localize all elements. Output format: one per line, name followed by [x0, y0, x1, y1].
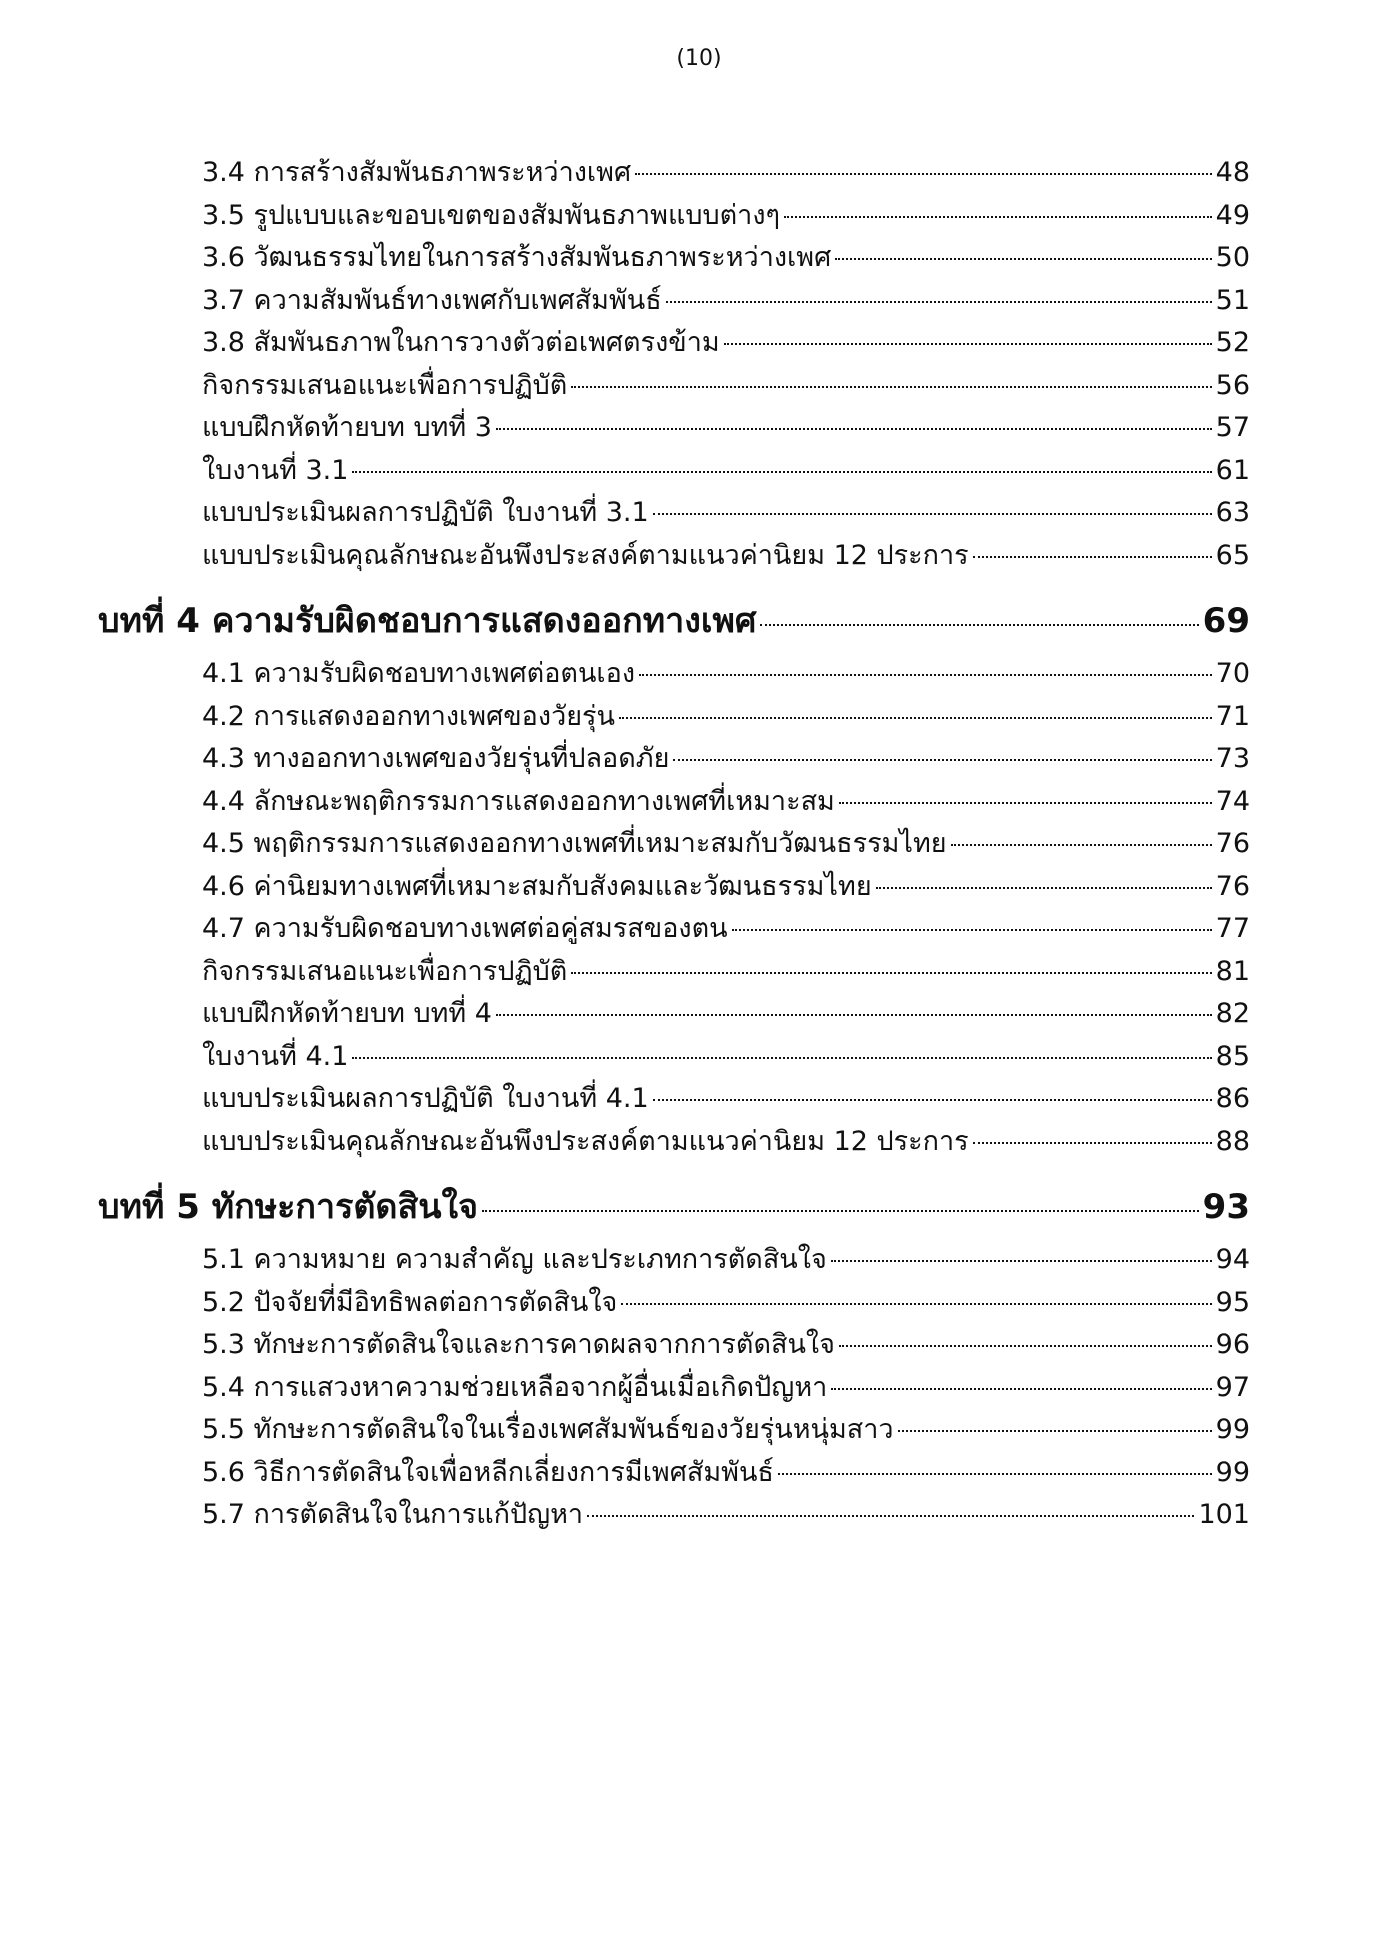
toc-chapter-heading	[98, 1179, 1250, 1227]
dot-leader	[619, 717, 1212, 719]
toc-page-number: 77	[1215, 913, 1250, 944]
dot-leader	[571, 386, 1211, 388]
toc-entry	[202, 235, 1250, 275]
toc-entry-title: 5.4 การแสวงหาความช่วยเหลือจากผู้อื่นเมื่อเกิดปัญหา	[202, 1371, 828, 1403]
dot-leader	[839, 802, 1212, 804]
dot-leader	[831, 1388, 1211, 1390]
toc-entry	[202, 949, 1250, 989]
toc-entry-title: ใบงานที่ 3.1	[202, 454, 349, 486]
toc-entry	[202, 405, 1250, 445]
toc-entry-title: 5.6 วิธีการตัดสินใจเพื่อหลีกเลี่ยงการมีเพศสัมพันธ์	[202, 1456, 774, 1488]
dot-leader	[951, 844, 1212, 846]
toc-entry-title: 5.7 การตัดสินใจในการแก้ปัญหา	[202, 1499, 584, 1530]
dot-leader	[673, 759, 1211, 761]
toc-page-number: 101	[1198, 1499, 1250, 1530]
toc-entry-title: 5.5 ทักษะการตัดสินใจในเรื่องเพศสัมพันธ์ของวัยรุ่นหนุ่มสาว	[202, 1414, 894, 1445]
toc-entry	[202, 991, 1250, 1031]
dot-leader	[352, 471, 1211, 473]
toc-entry	[202, 1119, 1250, 1159]
toc-entry	[202, 864, 1250, 904]
dot-leader	[653, 1099, 1212, 1101]
toc-page-number: 48	[1215, 157, 1250, 188]
dot-leader	[876, 887, 1212, 889]
toc-entry	[202, 906, 1250, 946]
toc-page-number: 99	[1215, 1456, 1250, 1488]
toc-entry-title: 5.2 ปัจจัยที่มีอิทธิพลต่อการตัดสินใจ	[202, 1286, 618, 1318]
toc-page-number: 95	[1215, 1286, 1250, 1318]
toc-entry	[202, 193, 1250, 233]
toc-entry	[202, 779, 1250, 819]
toc-entry-title: แบบฝึกหัดท้ายบท บทที่ 4	[202, 998, 492, 1029]
dot-leader	[839, 1345, 1212, 1347]
dot-leader	[666, 301, 1212, 303]
toc-page-number: 56	[1215, 369, 1250, 401]
dot-leader	[835, 258, 1211, 260]
toc-entry-title: 4.2 การแสดงออกทางเพศของวัยรุ่น	[202, 700, 616, 732]
dot-leader	[778, 1473, 1212, 1475]
dot-leader	[496, 428, 1212, 430]
dot-leader	[784, 216, 1212, 218]
toc-entry	[202, 490, 1250, 530]
toc-entry-title: 3.5 รูปแบบและขอบเขตของสัมพันธภาพแบบต่างๆ	[202, 199, 781, 231]
toc-entry-title: บทที่ 5 ทักษะการตัดสินใจ	[98, 1187, 479, 1227]
toc-entry-title: แบบประเมินคุณลักษณะอันพึงประสงค์ตามแนวค่านิยม 12 ประการ	[202, 1125, 969, 1157]
toc-page-number: 73	[1215, 743, 1250, 774]
dot-leader	[973, 1142, 1212, 1144]
dot-leader	[496, 1014, 1212, 1016]
toc-page-number: 96	[1215, 1329, 1250, 1360]
toc-entry-title: ใบงานที่ 4.1	[202, 1040, 349, 1072]
toc-entry	[202, 694, 1250, 734]
toc-entry	[202, 533, 1250, 573]
toc-entry-title: แบบประเมินผลการปฏิบัติ ใบงานที่ 3.1	[202, 497, 649, 528]
toc-page-number: 99	[1215, 1414, 1250, 1445]
toc-entry	[202, 1365, 1250, 1405]
toc-page-number: 49	[1215, 199, 1250, 231]
toc-page-number: 52	[1215, 327, 1250, 358]
dot-leader	[621, 1303, 1211, 1305]
toc-entry	[202, 1492, 1250, 1532]
toc-entry	[202, 736, 1250, 776]
toc-entry	[202, 1034, 1250, 1074]
dot-leader	[635, 173, 1212, 175]
toc-entry-title: บทที่ 4 ความรับผิดชอบการแสดงออกทางเพศ	[98, 601, 757, 641]
toc-entry	[202, 1322, 1250, 1362]
toc-entry	[202, 1407, 1250, 1447]
dot-leader	[973, 556, 1212, 558]
toc-entry-title: แบบประเมินผลการปฏิบัติ ใบงานที่ 4.1	[202, 1083, 649, 1114]
toc-entry-title: 4.1 ความรับผิดชอบทางเพศต่อตนเอง	[202, 658, 636, 689]
dot-leader	[898, 1430, 1212, 1432]
toc-entry	[202, 651, 1250, 691]
dot-leader	[724, 343, 1212, 345]
toc-entry-title: 3.4 การสร้างสัมพันธภาพระหว่างเพศ	[202, 157, 632, 188]
toc-entry-title: 4.7 ความรับผิดชอบทางเพศต่อคู่สมรสของตน	[202, 913, 728, 944]
toc-entry-title: แบบฝึกหัดท้ายบท บทที่ 3	[202, 412, 492, 443]
toc-entry	[202, 1450, 1250, 1490]
toc-page-number: 76	[1215, 828, 1250, 859]
dot-leader	[571, 972, 1211, 974]
toc-page-number: 88	[1215, 1125, 1250, 1157]
toc-page-number: 70	[1215, 658, 1250, 689]
toc-entry	[202, 278, 1250, 318]
toc-entry-title: 3.6 วัฒนธรรมไทยในการสร้างสัมพันธภาพระหว่างเพศ	[202, 242, 832, 273]
toc-page-number: 65	[1215, 539, 1250, 571]
toc-entry-title: กิจกรรมเสนอแนะเพื่อการปฏิบัติ	[202, 369, 568, 401]
toc-page-number: 69	[1202, 601, 1250, 641]
dot-leader	[482, 1210, 1199, 1212]
toc-entry	[202, 1280, 1250, 1320]
toc-page-number: 57	[1215, 412, 1250, 443]
toc-entry-title: 4.3 ทางออกทางเพศของวัยรุ่นที่ปลอดภัย	[202, 743, 670, 774]
toc-page-number: 94	[1215, 1244, 1250, 1275]
toc-entry-title: 5.1 ความหมาย ความสำคัญ และประเภทการตัดสินใจ	[202, 1244, 827, 1275]
dot-leader	[732, 929, 1212, 931]
toc-entry	[202, 1237, 1250, 1277]
toc-page-number: 71	[1215, 700, 1250, 732]
toc-entry-title: 3.7 ความสัมพันธ์ทางเพศกับเพศสัมพันธ์	[202, 284, 662, 316]
dot-leader	[587, 1515, 1194, 1517]
toc-entry	[202, 150, 1250, 190]
dot-leader	[653, 513, 1212, 515]
toc-chapter-heading	[98, 593, 1250, 641]
toc-entry-title: 4.6 ค่านิยมทางเพศที่เหมาะสมกับสังคมและวัฒนธรรมไทย	[202, 870, 872, 902]
toc-entry	[202, 821, 1250, 861]
toc-page-number: 61	[1215, 454, 1250, 486]
toc-page-number: 97	[1215, 1371, 1250, 1403]
toc-page-number: 76	[1215, 870, 1250, 902]
toc-page-number: 82	[1215, 998, 1250, 1029]
toc-entry-title: แบบประเมินคุณลักษณะอันพึงประสงค์ตามแนวค่านิยม 12 ประการ	[202, 539, 969, 571]
toc-page-number: 93	[1202, 1187, 1250, 1227]
toc-page-number: 51	[1215, 284, 1250, 316]
toc-entry-title: 4.5 พฤติกรรมการแสดงออกทางเพศที่เหมาะสมกับวัฒนธรรมไทย	[202, 828, 947, 859]
dot-leader	[639, 674, 1212, 676]
dot-leader	[831, 1260, 1212, 1262]
toc-page-number: 86	[1215, 1083, 1250, 1114]
toc-entry-title: กิจกรรมเสนอแนะเพื่อการปฏิบัติ	[202, 955, 568, 987]
toc-entry	[202, 448, 1250, 488]
dot-leader	[352, 1057, 1211, 1059]
toc-entry-title: 3.8 สัมพันธภาพในการวางตัวต่อเพศตรงข้าม	[202, 327, 720, 358]
toc-entry	[202, 320, 1250, 360]
page-number: (10)	[676, 46, 722, 71]
toc-page-number: 81	[1215, 955, 1250, 987]
dot-leader	[760, 624, 1198, 626]
toc-entry	[202, 1076, 1250, 1116]
toc-page-number: 85	[1215, 1040, 1250, 1072]
toc-entry-title: 4.4 ลักษณะพฤติกรรมการแสดงออกทางเพศที่เหมาะสม	[202, 785, 835, 817]
toc-page-number: 63	[1215, 497, 1250, 528]
toc-page-number: 50	[1215, 242, 1250, 273]
toc-entry-title: 5.3 ทักษะการตัดสินใจและการคาดผลจากการตัดสินใจ	[202, 1329, 835, 1360]
toc-entry	[202, 363, 1250, 403]
toc-page-number: 74	[1215, 785, 1250, 817]
